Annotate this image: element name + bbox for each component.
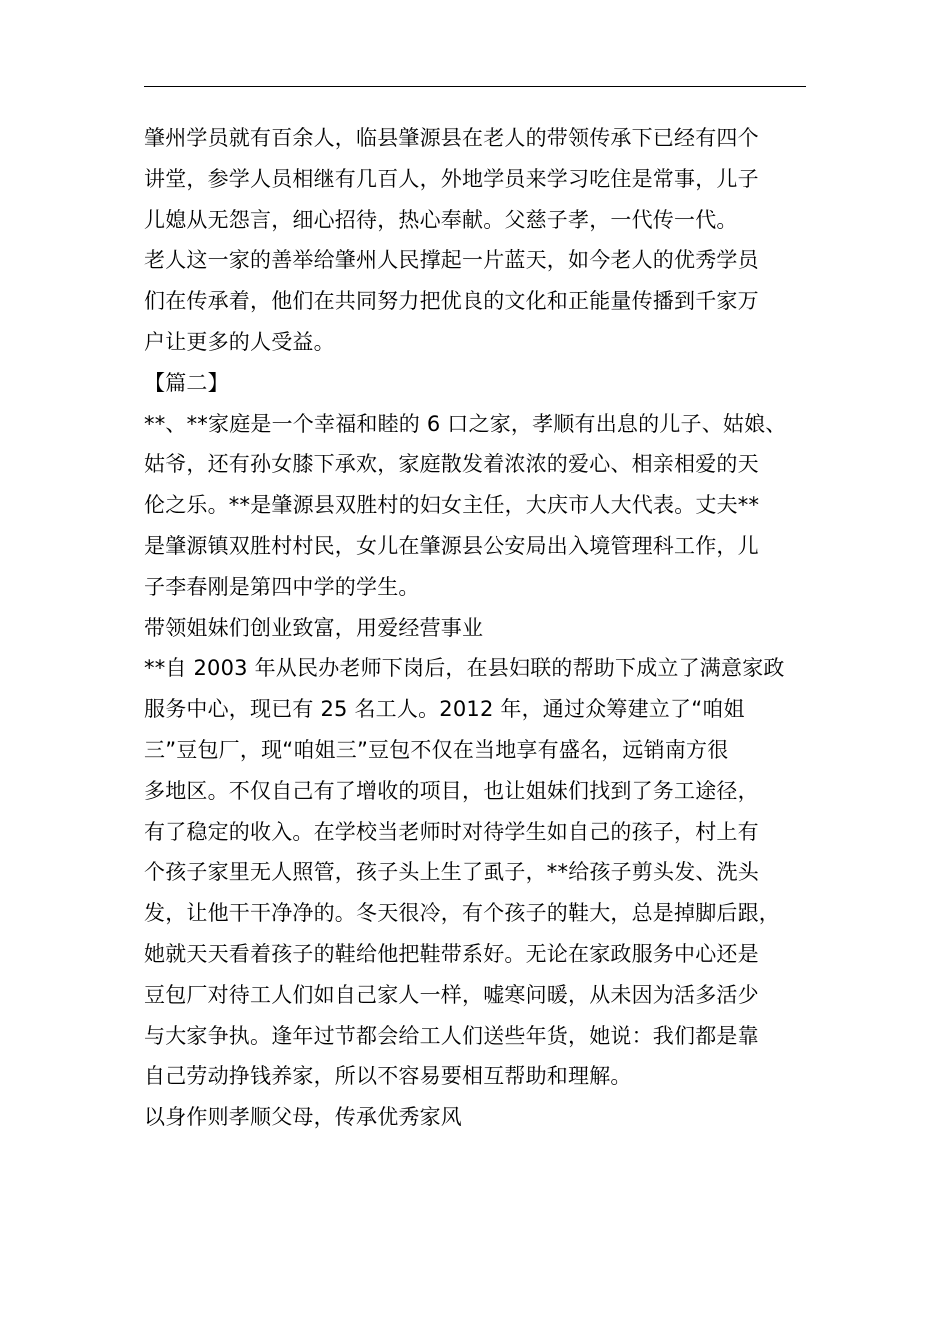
text-line: 与大家争执。逢年过节都会给工人们送些年货，她说：我们都是靠	[144, 1023, 759, 1048]
text-line: 服务中心，现已有 25 名工人。2012 年，通过众筹建立了“咱姐	[144, 697, 745, 722]
header-rule	[144, 86, 806, 87]
document-body	[144, 118, 812, 1138]
text-line: 个孩子家里无人照管，孩子头上生了虱子，**给孩子剪头发、洗头	[144, 860, 759, 885]
text-line: **、**家庭是一个幸福和睦的 6 口之家，孝顺有出息的儿子、姑娘、	[144, 411, 787, 436]
subheading: 带领姐妹们创业致富，用爱经营事业	[144, 615, 484, 640]
text-line: **自 2003 年从民办老师下岗后，在县妇联的帮助下成立了满意家政	[144, 656, 785, 681]
text-line: 三”豆包厂，现“咱姐三”豆包不仅在当地享有盛名，远销南方很	[144, 737, 729, 762]
text-line: 户让更多的人受益。	[144, 329, 335, 354]
subheading: 以身作则孝顺父母，传承优秀家风	[144, 1105, 462, 1130]
text-line: 们在传承着，他们在共同努力把优良的文化和正能量传播到千家万	[144, 289, 759, 314]
text-line: 肇州学员就有百余人，临县肇源县在老人的带领传承下已经有四个	[144, 126, 759, 150]
text-line: 多地区。不仅自己有了增收的项目，也让姐妹们找到了务工途径，	[144, 778, 759, 803]
text-line: 发，让他干干净净的。冬天很冷，有个孩子的鞋大，总是掉脚后跟，	[144, 901, 780, 926]
section-heading: 【篇二】	[144, 370, 229, 395]
text-line: 姑爷，还有孙女膝下承欢，家庭散发着浓浓的爱心、相亲相爱的天	[144, 452, 759, 477]
text-line: 儿媳从无怨言，细心招待，热心奉献。父慈子孝，一代传一代。	[144, 207, 738, 232]
text-line: 自己劳动挣钱养家，所以不容易要相互帮助和理解。	[144, 1064, 632, 1089]
text-line: 子李春刚是第四中学的学生。	[144, 574, 420, 599]
text-line: 伦之乐。**是肇源县双胜村的妇女主任，大庆市人大代表。丈夫**	[144, 493, 760, 518]
text-line: 豆包厂对待工人们如自己家人一样，嘘寒问暖，从未因为活多活少	[144, 982, 759, 1007]
text-line: 她就天天看着孩子的鞋给他把鞋带系好。无论在家政服务中心还是	[144, 941, 759, 966]
text-line: 讲堂，参学人员相继有几百人，外地学员来学习吃住是常事，儿子	[144, 166, 759, 191]
text-line: 是肇源镇双胜村村民，女儿在肇源县公安局出入境管理科工作，儿	[144, 533, 759, 558]
text-line: 有了稳定的收入。在学校当老师时对待学生如自己的孩子，村上有	[144, 819, 759, 844]
text-line: 老人这一家的善举给肇州人民撑起一片蓝天，如今老人的优秀学员	[144, 248, 759, 273]
